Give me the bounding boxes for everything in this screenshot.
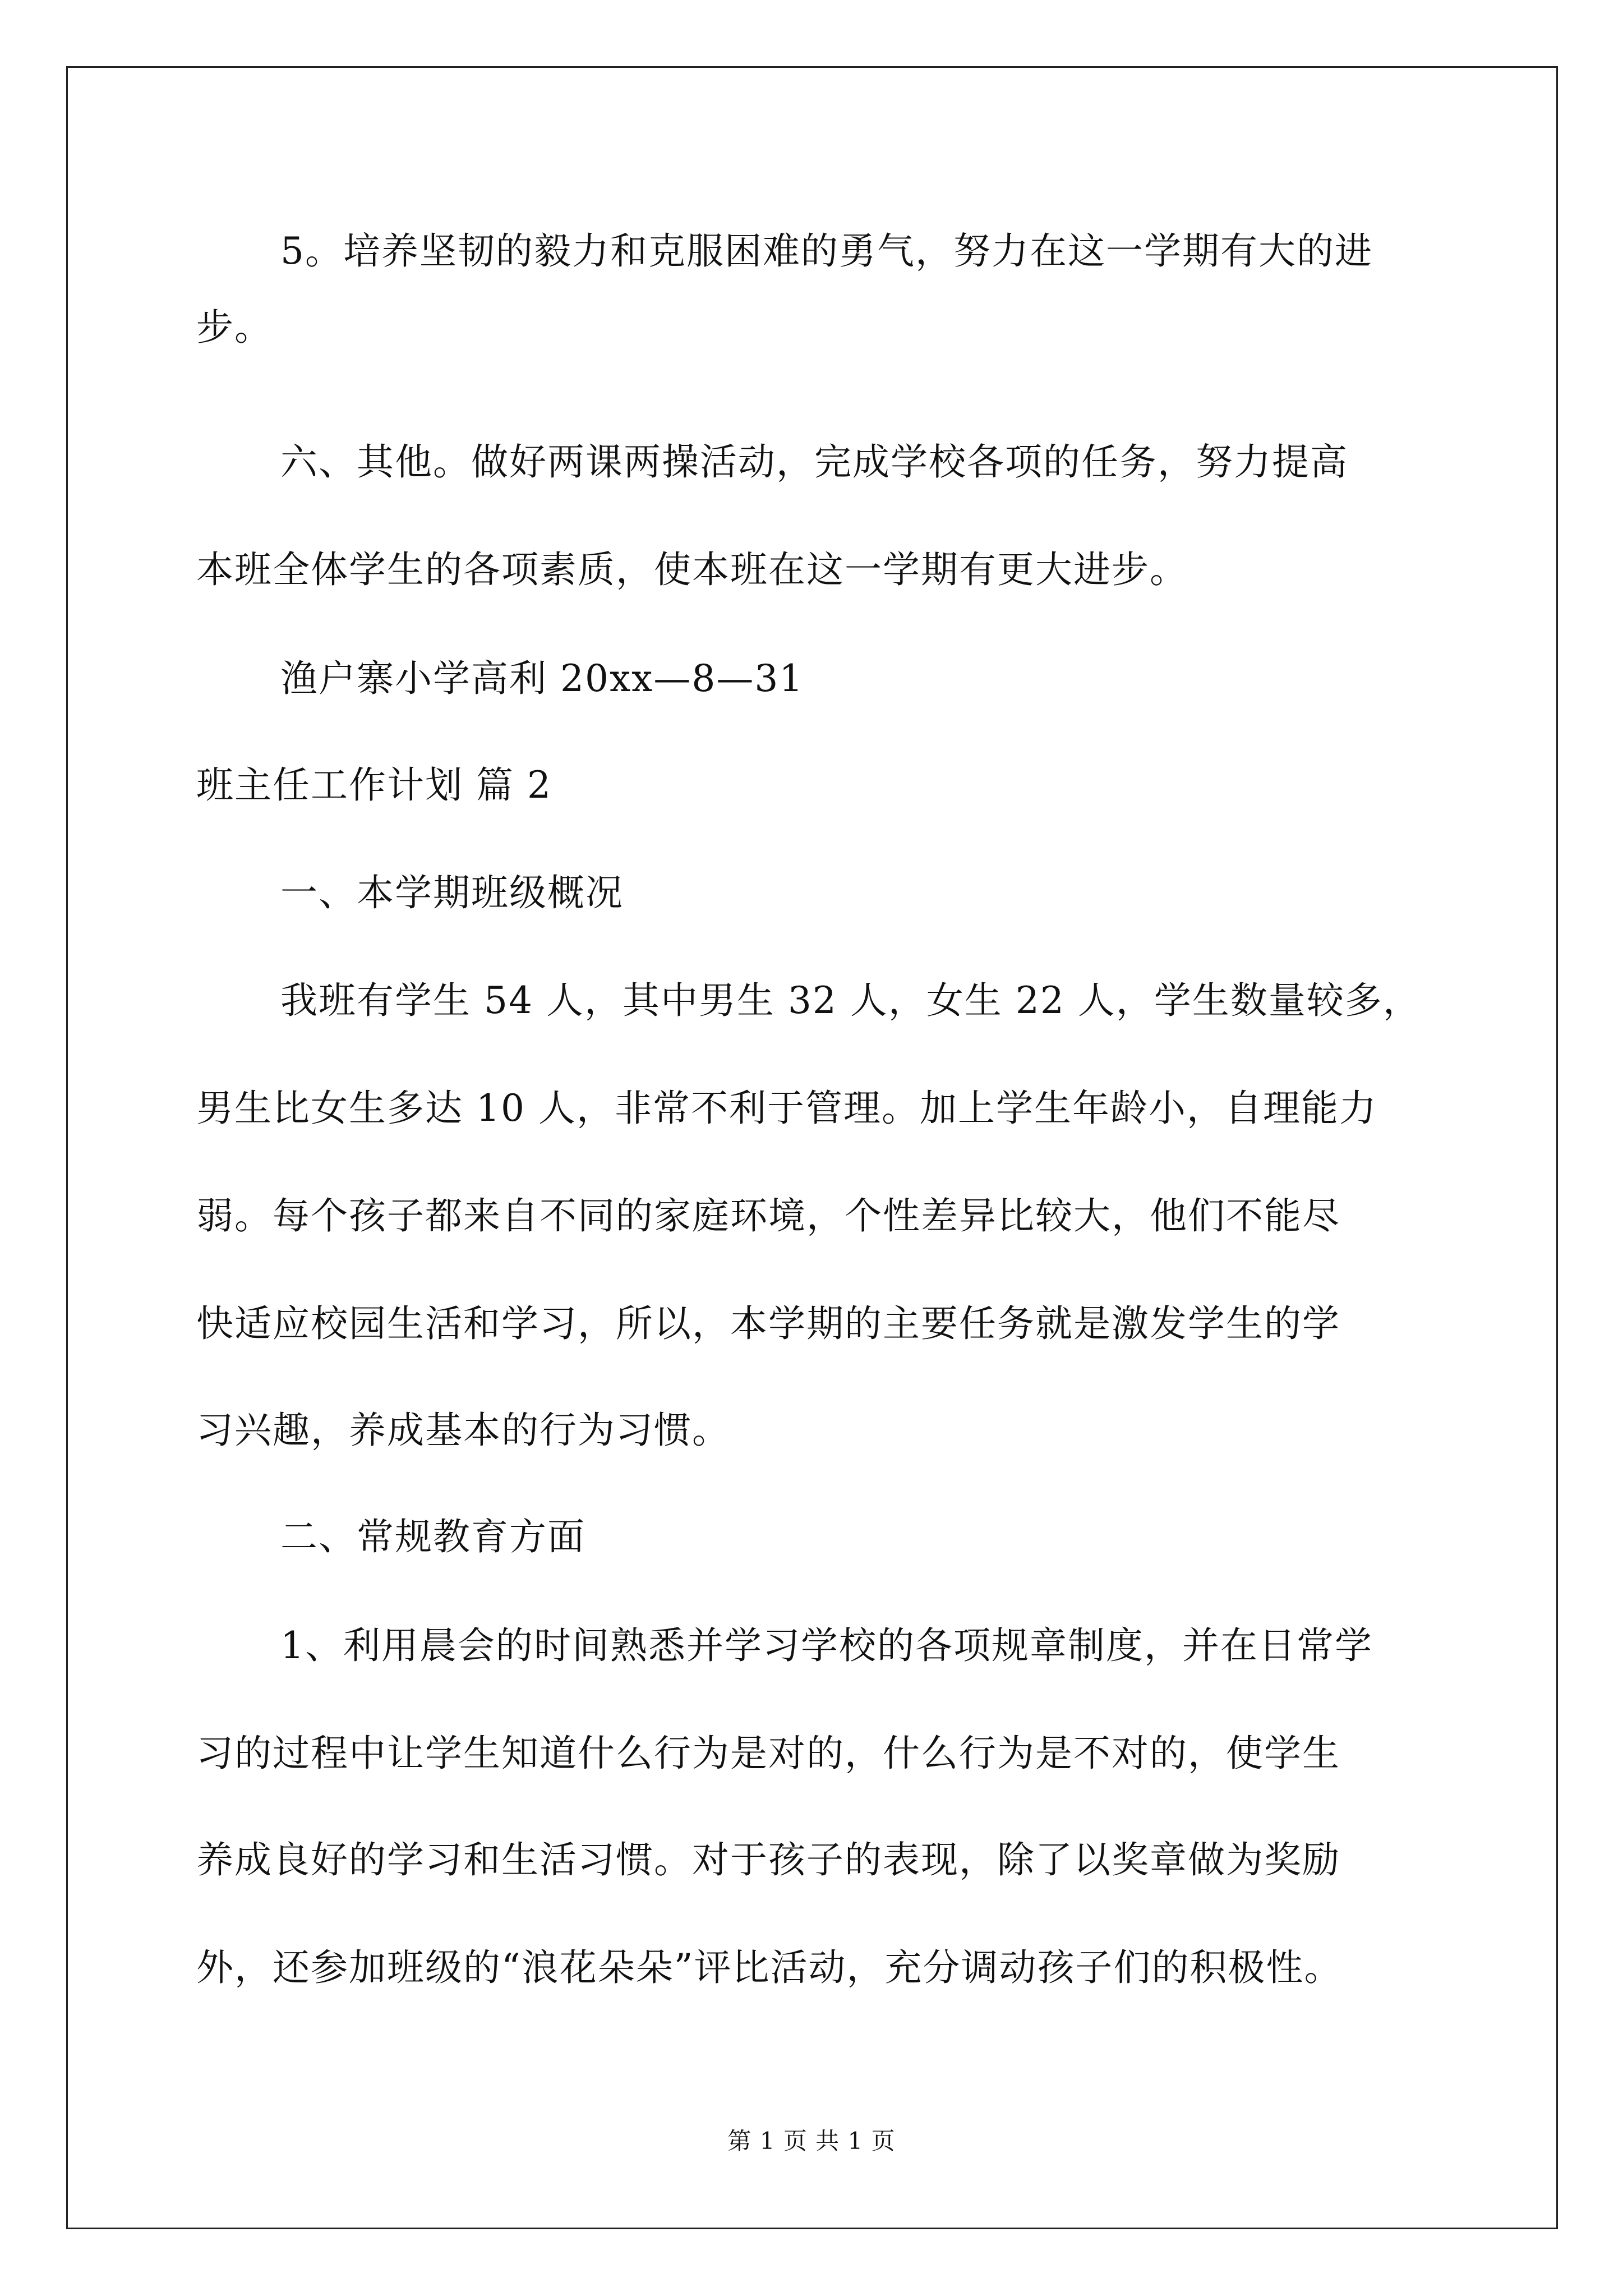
text-line: 六、其他。做好两课两操活动，完成学校各项的任务，努力提高	[280, 440, 1348, 484]
text-line: 养成良好的学习和生活习惯。对于孩子的表现，除了以奖章做为奖励	[196, 1838, 1340, 1881]
subsection-heading: 二、常规教育方面	[280, 1515, 585, 1558]
text-line: 男生比女生多达 10 人，非常不利于管理。加上学生年龄小，自理能力	[196, 1087, 1377, 1130]
text-line: 弱。每个孩子都来自不同的家庭环境，个性差异比较大，他们不能尽	[196, 1194, 1340, 1237]
text-line: 渔户寨小学高利 20xx—8—31	[280, 657, 804, 700]
text-line: 我班有学生 54 人，其中男生 32 人，女生 22 人，学生数量较多，	[280, 979, 1421, 1022]
text-line: 1、利用晨会的时间熟悉并学习学校的各项规章制度，并在日常学	[280, 1624, 1373, 1667]
subsection-heading: 一、本学期班级概况	[280, 871, 624, 914]
text-line: 5。培养坚韧的毅力和克服困难的勇气，努力在这一学期有大的进	[280, 229, 1373, 273]
text-line: 快适应校园生活和学习，所以，本学期的主要任务就是激发学生的学	[196, 1302, 1340, 1345]
text-line: 习的过程中让学生知道什么行为是对的，什么行为是不对的，使学生	[196, 1732, 1340, 1775]
page-number-footer: 第 1 页 共 1 页	[727, 2127, 896, 2155]
section-heading: 班主任工作计划 篇 2	[196, 763, 552, 807]
text-line: 步。	[196, 306, 273, 349]
text-line: 习兴趣，养成基本的行为习惯。	[196, 1409, 730, 1452]
text-line: 外，还参加班级的“浪花朵朵”评比活动，充分调动孩子们的积极性。	[196, 1946, 1343, 1989]
text-line: 本班全体学生的各项素质，使本班在这一学期有更大进步。	[196, 548, 1188, 591]
page-border	[66, 66, 1558, 2229]
